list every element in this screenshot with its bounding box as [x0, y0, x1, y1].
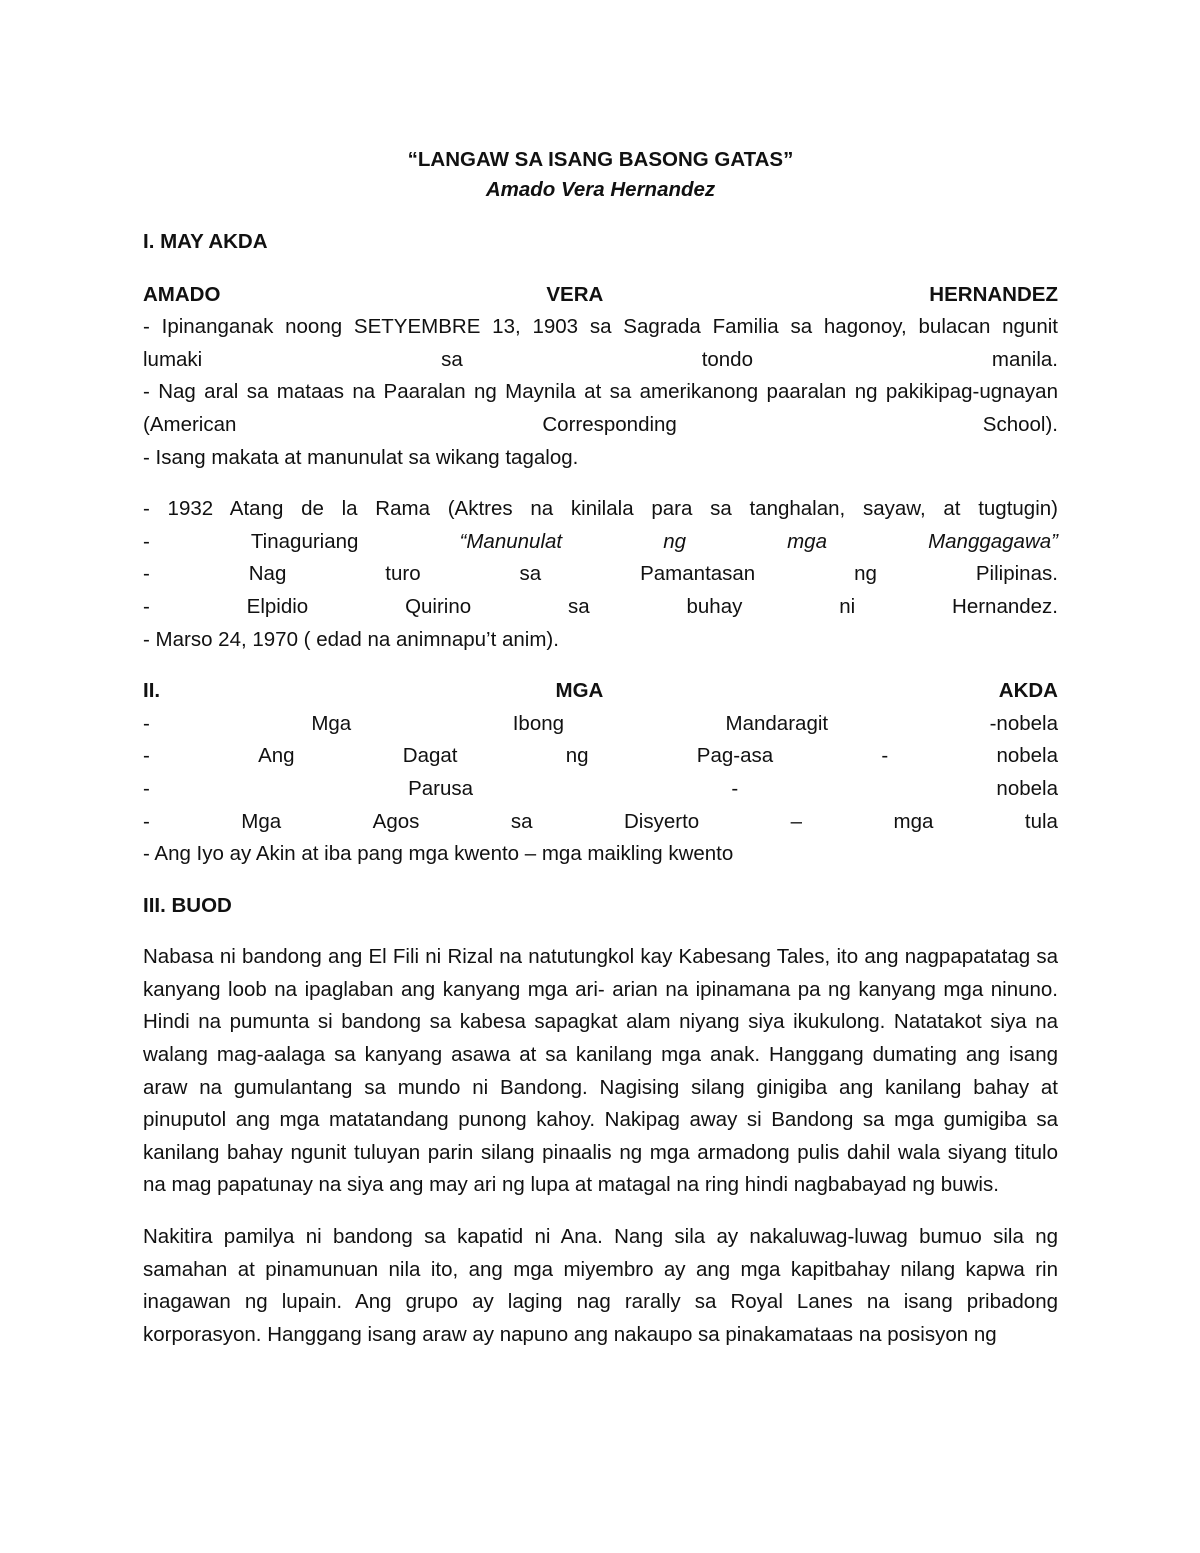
birth-line-1: - Ipinanganak noong SETYEMBRE 13, 1903 sa Sagrada Familia sa hagonoy, bulacan ngunit — [143, 315, 1058, 339]
word: - — [881, 744, 889, 768]
heading-word: II. — [143, 679, 161, 703]
word: - — [143, 529, 150, 553]
word: - — [143, 711, 150, 735]
document-author: Amado Vera Hernandez — [485, 178, 716, 201]
word: nobela — [996, 776, 1058, 800]
word: Pilipinas. — [975, 562, 1058, 586]
word: Ibong — [512, 711, 565, 735]
word: Ang — [258, 744, 295, 768]
word: tondo — [701, 347, 753, 371]
work-line-1 — [143, 708, 1058, 741]
work-line-2 — [143, 740, 1058, 773]
word: Dagat — [402, 744, 458, 768]
word: sa — [568, 594, 590, 618]
word: (American — [143, 412, 237, 436]
summary-paragraph-2: Nakitira pamilya ni bandong sa kapatid ni Ana. Nang sila ay nakaluwag-luwag bumuo sila ng samahan at pinamunuan nila ito, ang mga miyembro ay ang mga kapitbahay nilang kapwa rin inagawan ng lupain. Ang grupo ay laging nag rarally sa Royal Lanes na isang pribadong korporasyon. Hanggang isang araw ay napuno ang nakaupo sa pinakamataas na posisyon ng — [143, 1225, 1058, 1346]
word: - — [143, 562, 150, 586]
death-line: - Marso 24, 1970 ( edad na animnapu’t anim). — [143, 627, 559, 651]
word: tula — [1024, 809, 1058, 833]
word: mga — [893, 809, 934, 833]
word: School). — [982, 412, 1058, 436]
word: Mandaragit — [725, 711, 829, 735]
word: Mga — [311, 711, 352, 735]
tinaguriang-line — [143, 526, 1058, 559]
word: “Manunulat — [459, 529, 563, 553]
word: Corresponding — [542, 412, 677, 436]
atang-line: - 1932 Atang de la Rama (Aktres na kinilala para sa tanghalan, sayaw, at tugtugin) — [143, 497, 1058, 521]
school-line-2 — [143, 409, 1058, 442]
section-heading-mga-akda — [143, 675, 1058, 708]
section-heading-buod: III. BUOD — [143, 893, 232, 917]
word: buhay — [686, 594, 743, 618]
summary-paragraph-1: Nabasa ni bandong ang El Fili ni Rizal na natutungkol kay Kabesang Tales, ito ang nagpapatatag sa kanyang loob na ipaglaban ang kanyang mga ari- arian na ipinamana pa ng kanyang mga ninuno. Hindi na pumunta si bandong sa kabesa sapagkat alam niyang siya ikukulong. Natatakot siya na walang mag-aalaga sa kanyang asawa at sa kanilang mga anak. Hanggang dumating ang isang araw na gumulantang sa mundo ni Bandong. Nagising silang ginigiba ang kanilang bahay at pinuputol ang mga matatandang punong kahoy. Nakipag away si Bandong sa mga gumigiba sa kanilang bahay ngunit tuluyan parin silang pinaalis ng mga armadong pulis dahil wala siyang titulo na mag papatunay na siya ang may ari ng lupa at matagal na ring hindi nagbabayad ng buwis. — [143, 945, 1058, 1197]
word: lumaki — [143, 347, 203, 371]
document-title: “LANGAW SA ISANG BASONG GATAS” — [407, 148, 794, 171]
word: ng — [854, 562, 877, 586]
word: - — [143, 776, 150, 800]
word: Agos — [372, 809, 420, 833]
word: - — [731, 776, 739, 800]
name-word: VERA — [546, 282, 604, 306]
word: nobela — [996, 744, 1058, 768]
word: – — [790, 809, 803, 833]
word: ni — [839, 594, 856, 618]
word: Elpidio — [246, 594, 309, 618]
heading-word: MGA — [555, 679, 604, 703]
heading-word: AKDA — [998, 679, 1058, 703]
word: Parusa — [408, 776, 474, 800]
elpidio-line — [143, 591, 1058, 624]
word: Pag-asa — [696, 744, 774, 768]
word: Nag — [248, 562, 287, 586]
author-name-line — [143, 279, 1058, 312]
word: turo — [385, 562, 421, 586]
poet-line: - Isang makata at manunulat sa wikang tagalog. — [143, 445, 579, 469]
birth-line-2 — [143, 344, 1058, 377]
work-line-5: - Ang Iyo ay Akin at iba pang mga kwento – mga maikling kwento — [143, 842, 734, 866]
word: mga — [787, 529, 827, 553]
word: sa — [510, 809, 533, 833]
turo-line — [143, 558, 1058, 591]
document-page — [143, 146, 1058, 1351]
word: Pamantasan — [640, 562, 756, 586]
word: Mga — [241, 809, 282, 833]
word: - — [143, 809, 150, 833]
word: Manggagawa” — [928, 529, 1058, 553]
word: Disyerto — [623, 809, 700, 833]
school-line-1: - Nag aral sa mataas na Paaralan ng Maynila at sa amerikanong paaralan ng pakikipag-ugnayan — [143, 380, 1058, 404]
name-word: HERNANDEZ — [929, 282, 1058, 306]
word: sa — [519, 562, 542, 586]
work-line-4 — [143, 806, 1058, 839]
word: - — [143, 744, 150, 768]
word: - — [143, 594, 150, 618]
word: Quirino — [405, 594, 472, 618]
word: -nobela — [989, 711, 1058, 735]
word: ng — [565, 744, 589, 768]
word: Hernandez. — [952, 594, 1058, 618]
word: manila. — [991, 347, 1058, 371]
work-line-3 — [143, 773, 1058, 806]
word: Tinaguriang — [250, 529, 359, 553]
word: sa — [441, 347, 463, 371]
section-heading-may-akda: I. MAY AKDA — [143, 230, 268, 253]
name-word: AMADO — [143, 282, 221, 306]
word: ng — [663, 529, 686, 553]
